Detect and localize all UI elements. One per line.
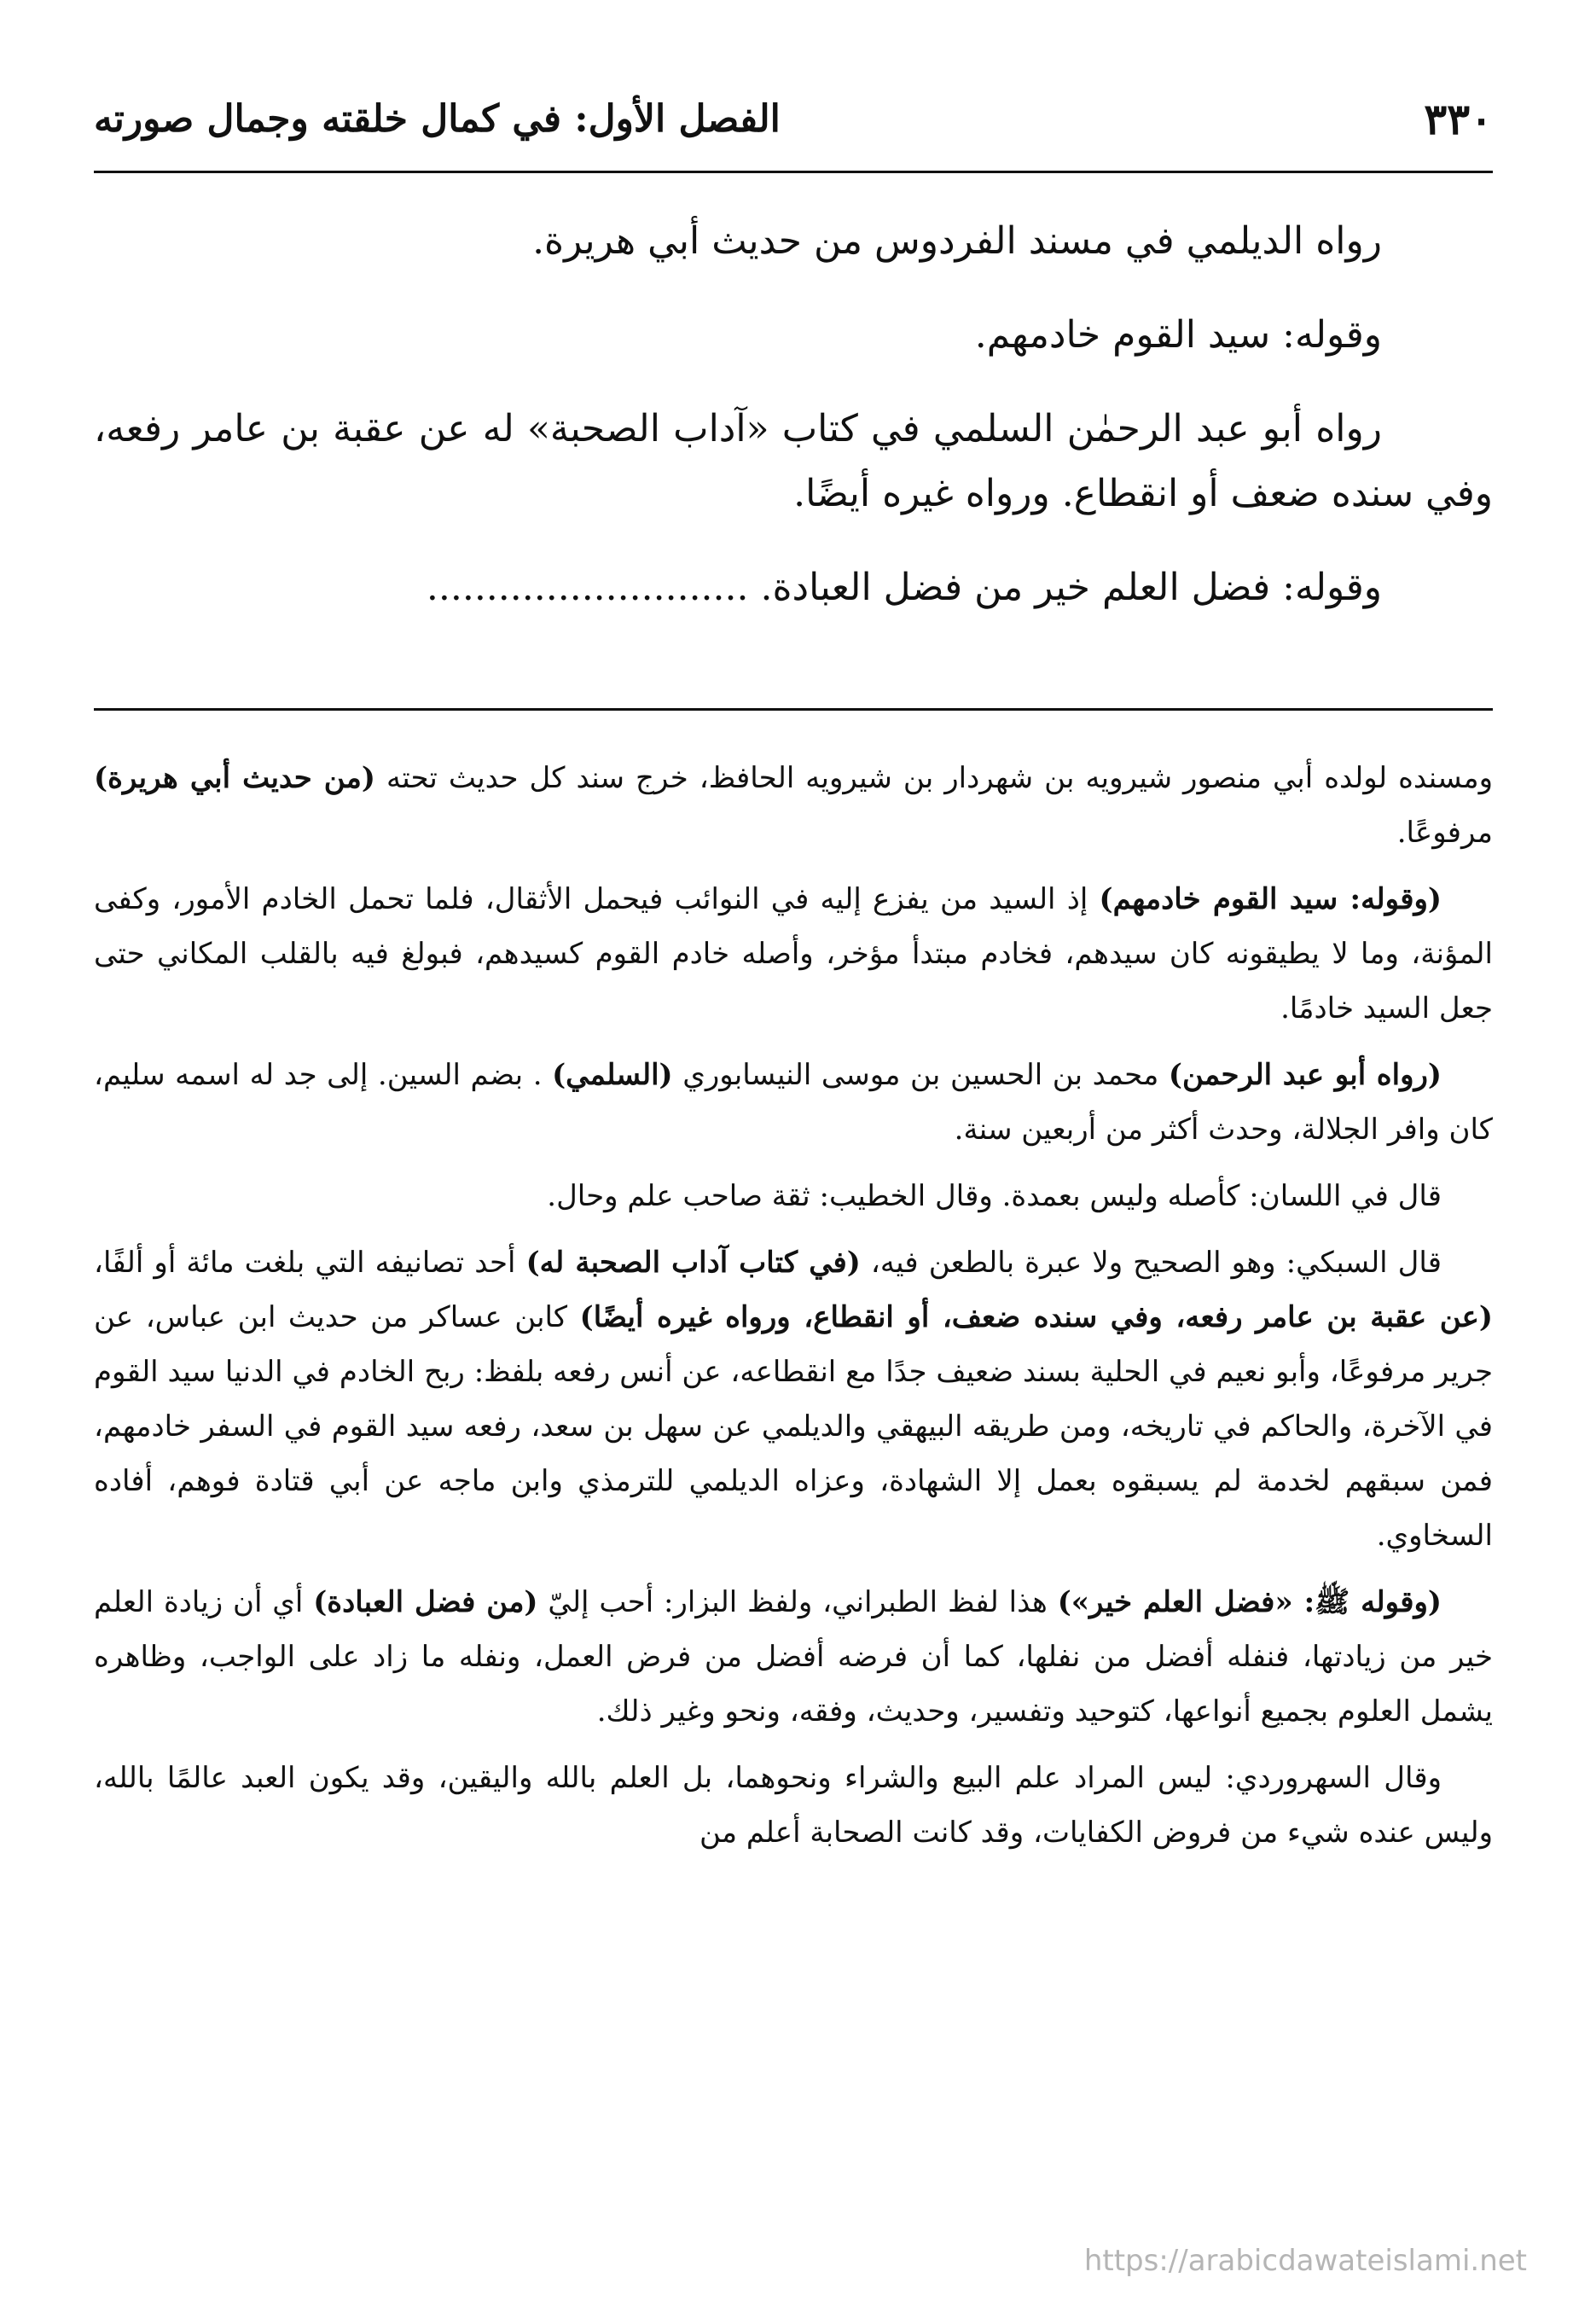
commentary-paragraph — [94, 751, 1493, 860]
commentary-text-run: كابن عساكر من حديث ابن عباس، عن جرير مرفوعًا، وأبو نعيم في الحلية بسند ضعيف جدًا مع انقطاعه، عن أنس رفعه بلفظ: ربح الخادم في الدنيا سيد القوم في الآخرة، والحاكم في تاريخه، ومن طريقه البيهقي والديلمي عن سهل بن سعد، رفعه سيد القوم في السفر خادمهم، فمن سبقهم لخدمة لم يسبقوه بعمل إلا الشهادة، وعزاه الديلمي للترمذي وابن ماجه عن أبي قتادة فوهم، أفاده السخاوي. — [94, 1300, 1493, 1553]
page-header — [94, 94, 1493, 162]
commentary-text-run: قال السبكي: وهو الصحيح ولا عبرة بالطعن فيه، — [860, 1246, 1442, 1280]
commentary-text-run: إذ السيد من يفزع إليه في النوائب فيحمل الأثقال، فلما تحمل الخادم الأمور، وكفى المؤنة، وما لا يطيقونه كان سيدهم، فخادم مبتدأ مؤخر، وأصله خادم القوم كسيدهم، فبولغ فيه بالقلب المكاني حتى جعل السيد خادمًا. — [94, 882, 1493, 1025]
quoted-matn: (عن عقبة بن عامر رفعه، وفي سنده ضعف، أو انقطاع، ورواه غيره أيضًا) — [579, 1300, 1493, 1334]
commentary-text-run: أحد تصانيفه التي بلغت مائة أو ألفًا، — [94, 1246, 526, 1280]
commentary-text-run: هذا لفظ الطبراني، ولفظ البزار: أحب إليّ — [537, 1585, 1058, 1619]
main-paragraph: وقوله: سيد القوم خادمهم. — [974, 313, 1382, 357]
commentary-divider — [94, 708, 1493, 711]
commentary-paragraph — [94, 1575, 1493, 1739]
main-text — [94, 209, 1493, 649]
commentary-text-run: وقال السهروردي: ليس المراد علم البيع والشراء ونحوهما، بل العلم بالله واليقين، وقد يكون العبد عالمًا بالله، وليس عنده شيء من فروض الكفايات، وقد كانت الصحابة أعلم من — [94, 1761, 1493, 1850]
commentary-text-run: مرفوعًا. — [1396, 816, 1493, 850]
quoted-matn: (وقوله: سيد القوم خادمهم) — [1099, 882, 1442, 916]
header-rule — [94, 171, 1493, 173]
commentary-text-run: ومسنده لولده أبي منصور شيرويه بن شهردار بن شيرويه الحافظ، خرج سند كل حديث تحته — [374, 761, 1493, 795]
main-paragraph: رواه أبو عبد الرحمٰن السلمي في كتاب «آداب الصحبة» له عن عقبة بن عامر رفعه، وفي سنده ضعف أو انقطاع. ورواه غيره أيضًا. — [94, 407, 1493, 515]
page-number: ٣٣٠ — [1424, 94, 1493, 144]
commentary-paragraph — [94, 1048, 1493, 1157]
quoted-matn: (من حديث أبي هريرة) — [94, 761, 375, 795]
commentary-text-run: أي أن زيادة العلم خير من زيادتها، فنفله أفضل من نفلها، كما أن فرضه أفضل من فرض العمل، ونفله ما زاد على الواجب، وظاهره يشمل العلوم بجميع أنواعها، كتوحيد وتفسير، وحديث، وفقه، ونحو وغير ذلك. — [94, 1585, 1493, 1728]
quoted-matn: (رواه أبو عبد الرحمن) — [1168, 1058, 1442, 1092]
watermark-url: https://arabicdawateislami.net — [1083, 2244, 1527, 2278]
continuation-dots: ........................... — [426, 566, 749, 609]
commentary-paragraph — [94, 1751, 1493, 1860]
commentary-paragraph — [94, 1169, 1493, 1223]
chapter-title: الفصل الأول: في كمال خلقته وجمال صورته — [94, 97, 781, 141]
quoted-matn: (وقوله ﷺ: «فضل العلم خير») — [1057, 1585, 1442, 1619]
quoted-matn: (من فضل العبادة) — [313, 1585, 538, 1619]
main-paragraph — [94, 555, 1493, 620]
commentary-text-run: محمد بن الحسين بن موسى النيسابوري — [672, 1058, 1169, 1092]
commentary-text-run: قال في اللسان: كأصله وليس بعمدة. وقال الخطيب: ثقة صاحب علم وحال. — [547, 1179, 1442, 1213]
quoted-matn: (السلمي) — [552, 1058, 673, 1092]
commentary-text — [94, 751, 1493, 1872]
main-paragraph: رواه الديلمي في مسند الفردوس من حديث أبي هريرة. — [532, 219, 1382, 263]
main-sentence: وقوله: فضل العلم خير من فضل العبادة. — [760, 566, 1382, 609]
commentary-text-run: . بضم السين. إلى جد له اسمه سليم، كان وافر الجلالة، وحدث أكثر من أربعين سنة. — [94, 1058, 1493, 1147]
commentary-paragraph — [94, 1235, 1493, 1563]
commentary-paragraph — [94, 872, 1493, 1036]
quoted-matn: (في كتاب آداب الصحبة له) — [525, 1246, 861, 1280]
